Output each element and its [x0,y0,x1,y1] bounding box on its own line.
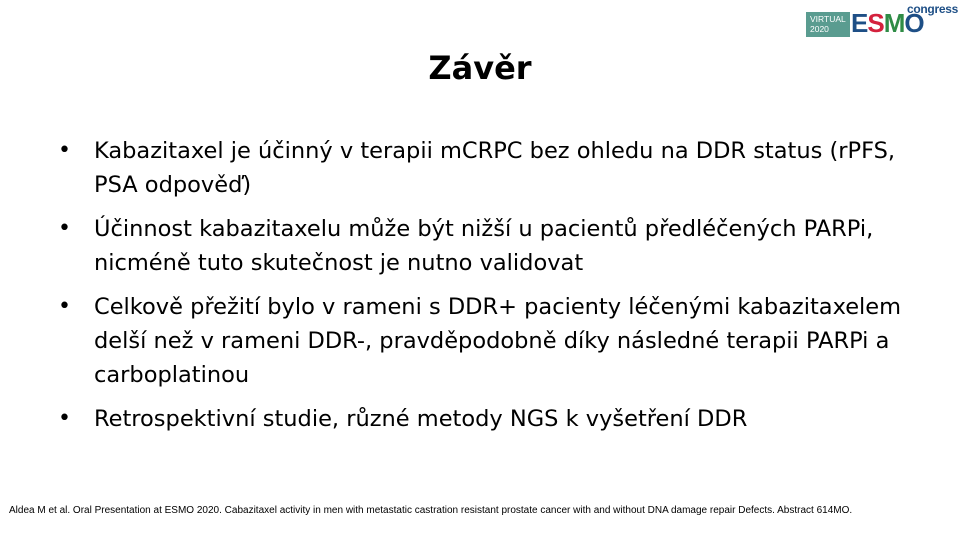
bullet-item [58,212,908,280]
bullet-dot: • [58,294,71,319]
esmo-virtual-congress-logo [804,2,958,39]
logo-virtual-line1: VIRTUAL [810,14,846,24]
logo-esmo-letter-s: S [867,8,884,38]
bullet-text: Účinnost kabazitaxelu může být nižší u pacientů předléčených PARPi, nicméně tuto skutečnost je nutno validovat [94,216,874,276]
logo-esmo-letter-o: O [904,8,924,38]
bullet-dot: • [58,138,71,163]
bullet-item [58,290,908,392]
bullet-dot: • [58,406,71,431]
reference-footnote: Aldea M et al. Oral Presentation at ESMO 2020. Cabazitaxel activity in men with metastatic castration resistant prostate cancer with and without DNA damage repair Defects. Abstract 614MO. [9,505,853,516]
bullet-text: Retrospektivní studie, různé metody NGS k vyšetření DDR [94,406,748,432]
logo-esmo-letter-m: M [883,8,905,38]
logo-esmo-letter-e: E [851,8,868,38]
bullet-item [58,402,908,436]
bullet-dot: • [58,216,71,241]
slide-title: Závěr [428,49,532,87]
bullet-item [58,134,908,202]
bullet-text: Celkově přežití bylo v rameni s DDR+ pacienty léčenými kabazitaxelem delší než v rameni DDR-, pravděpodobně díky následné terapii PARPi a carboplatinou [94,294,902,388]
logo-virtual-badge [806,12,850,37]
bullet-text: Kabazitaxel je účinný v terapii mCRPC bez ohledu na DDR status (rPFS, PSA odpověď) [94,138,896,198]
logo-virtual-line2: 2020 [810,24,829,34]
logo-congress-text: congress [907,2,958,16]
bullet-list [58,134,908,446]
